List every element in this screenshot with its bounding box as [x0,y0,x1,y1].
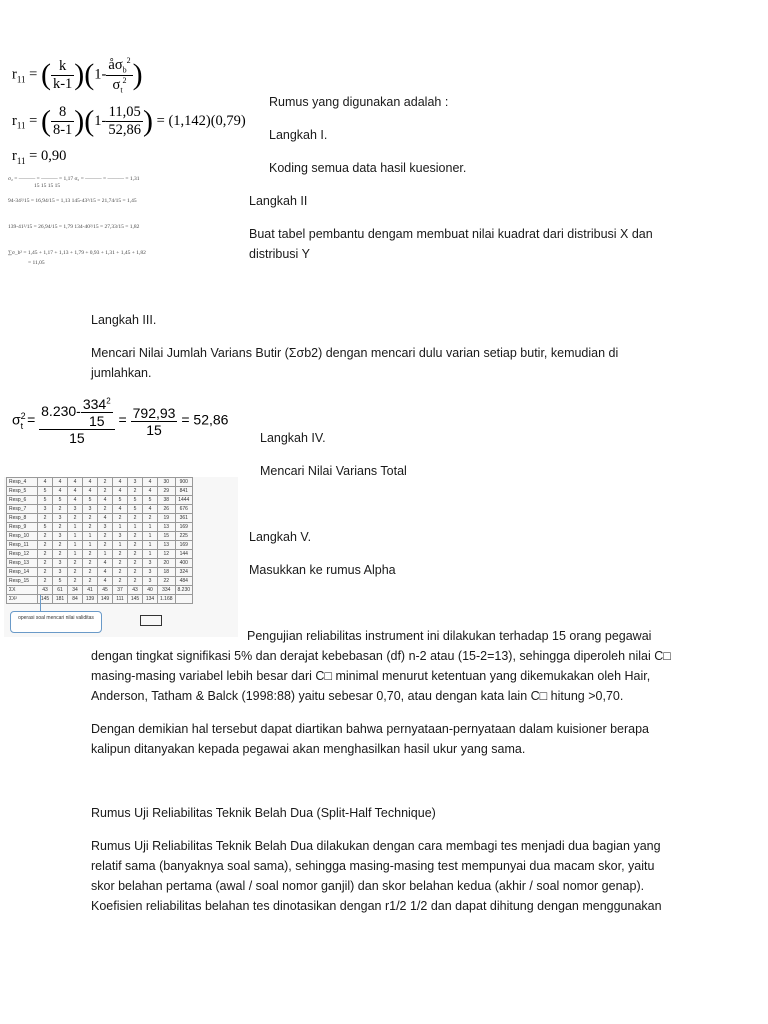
table-cell: 34 [68,586,83,595]
table-cell: 19 [158,514,176,523]
callout-note: operasi soal mencari nilai validitas [10,611,102,633]
pengujian-line-3: masing-masing variabel lebih besar dari C□ minimal menurut ketentuan yang dikemukakan oleh Hair, [91,669,651,683]
row-label-cell: Resp_11 [7,541,38,550]
formula-small-line: 94-34²/15 = 16,94/15 = 1,13 145-43²/15 = 21,74/15 = 1,45 [8,198,137,204]
table-cell: 4 [113,505,128,514]
buat-tabel-line-1: Buat tabel pembantu dengam membuat nilai kuadrat dari distribusi X dan [249,227,653,241]
alpha-substituted: $r_{11}$ = ( $\frac{8}{8-1}$ )(1- $\frac{11,05}{52,86}$ ) = (1,142)(0,79) [12,104,246,138]
belah-line-1: Rumus Uji Reliabilitas Teknik Belah Dua dilakukan dengan cara membagi tes menjadi dua bagian yang [91,839,661,853]
table-cell: 2 [113,514,128,523]
table-cell: 2 [38,514,53,523]
table-cell: 1 [83,541,98,550]
table-cell: 3 [53,559,68,568]
table-cell: 2 [128,559,143,568]
table-cell: 2 [83,514,98,523]
table-cell: 169 [175,541,193,550]
table-cell: 5 [38,496,53,505]
table-cell: 2 [83,577,98,586]
table-cell: 2 [113,568,128,577]
table-cell: 1 [143,532,158,541]
empty-box [140,615,162,626]
pengujian-line-4: Anderson, Tatham & Balck (1998:88) yaitu sebesar 0,70, atau dengan kata lain C□ hitung >0,70. [91,689,624,703]
row-label-cell: Resp_4 [7,478,38,487]
table-cell: 111 [113,595,128,604]
table-cell: 15 [158,532,176,541]
table-cell: 61 [53,586,68,595]
table-cell: 4 [143,487,158,496]
table-cell: 41 [83,586,98,595]
table-cell: 12 [158,550,176,559]
table-row [7,595,193,604]
row-label-cell: Resp_7 [7,505,38,514]
table-cell: 2 [53,505,68,514]
table-cell: 3 [143,577,158,586]
table-cell: 3 [53,514,68,523]
table-cell: 2 [143,514,158,523]
table-cell: 139 [83,595,98,604]
table-cell: 841 [175,487,193,496]
table-cell: 2 [113,550,128,559]
table-cell: 1 [83,532,98,541]
belah-line-4: Koefisien reliabilitas belahan tes dinotasikan dengan r1/2 1/2 dan dapat dihitung dengan menggunakan [91,899,662,913]
formula-small-line: ∑σ_b² = 1,45 + 1,17 + 1,13 + 1,79 + 0,93 + 1,31 + 1,45 + 1,82 [8,250,146,256]
table-cell: 1 [143,523,158,532]
table-cell: 2 [128,514,143,523]
table-cell: 45 [98,586,113,595]
table-cell: 3 [38,505,53,514]
table-cell: 4 [98,568,113,577]
table-cell: 2 [53,550,68,559]
table-row [7,532,193,541]
table-cell: 2 [38,532,53,541]
table-cell: 4 [53,487,68,496]
pengujian-line-1: Pengujian reliabilitas instrument ini dilakukan terhadap 15 orang pegawai [247,629,652,643]
row-label-cell: ΣX [7,586,38,595]
row-label-cell: Resp_14 [7,568,38,577]
table-cell: 2 [113,559,128,568]
table-cell: 13 [158,541,176,550]
mencari-varians-line-2: jumlahkan. [91,366,152,380]
table-cell: 2 [53,523,68,532]
callout-connector [40,595,41,611]
formula-small-line: 139-41²/15 = 26,94/15 = 1,79 134-40²/15 = 27,33/15 = 1,82 [8,224,140,230]
demikian-line-1: Dengan demikian hal tersebut dapat diartikan bahwa pernyataan-pernyataan dalam kuisioner berapa [91,722,650,736]
table-row [7,505,193,514]
table-row [7,559,193,568]
formula-image [6,48,246,278]
table-cell: 2 [98,505,113,514]
table-row [7,487,193,496]
table-cell: 5 [128,496,143,505]
table-cell: 3 [143,568,158,577]
table-cell: 2 [68,559,83,568]
table-cell: 4 [68,478,83,487]
table-cell: 5 [128,505,143,514]
table-cell: 676 [175,505,193,514]
table-cell: 324 [175,568,193,577]
table-row [7,541,193,550]
table-row [7,550,193,559]
table-cell: 2 [53,541,68,550]
table-cell: 1 [143,541,158,550]
rumus-text: Rumus yang digunakan adalah : [269,95,449,109]
table-row [7,577,193,586]
table-cell: 2 [83,523,98,532]
table-cell: 5 [113,496,128,505]
table-cell: 3 [53,532,68,541]
table-cell: 400 [175,559,193,568]
table-cell: 334 [158,586,176,595]
table-cell: 2 [83,559,98,568]
table-row [7,514,193,523]
table-row [7,586,193,595]
table-cell: 1444 [175,496,193,505]
table-cell: 1.168 [158,595,176,604]
table-cell: 2 [128,487,143,496]
table-cell: 4 [68,496,83,505]
table-cell: 5 [53,577,68,586]
row-label-cell: Resp_9 [7,523,38,532]
table-cell: 26 [158,505,176,514]
table-cell: 5 [143,496,158,505]
formula-small-line: σ₂ = ——— = ——— = 1,17 σ₅ = ——— = ——— = 1,31 [8,176,140,182]
table-cell: 1 [128,523,143,532]
table-cell: 1 [113,541,128,550]
table-cell: 2 [128,541,143,550]
rumus-belah-heading: Rumus Uji Reliabilitas Teknik Belah Dua (Split-Half Technique) [91,806,436,820]
table-cell: 361 [175,514,193,523]
table-cell: 4 [83,478,98,487]
table-cell: 484 [175,577,193,586]
table-cell: 37 [113,586,128,595]
table-cell: 3 [53,568,68,577]
table-cell: 2 [128,550,143,559]
table-cell: 3 [143,559,158,568]
table-cell: 5 [38,523,53,532]
table-cell: 145 [128,595,143,604]
table-cell: 4 [113,487,128,496]
table-row [7,568,193,577]
row-label-cell: Resp_6 [7,496,38,505]
langkah-2: Langkah II [249,194,308,208]
demikian-line-2: kalipun ditanyakan kepada pegawai akan menghasilkan hasil ukur yang sama. [91,742,526,756]
table-cell: 3 [98,523,113,532]
table-cell: 2 [38,550,53,559]
table-cell: 2 [38,559,53,568]
table-cell: 2 [68,568,83,577]
row-label-cell: Resp_8 [7,514,38,523]
table-cell: 4 [98,514,113,523]
table-cell: 225 [175,532,193,541]
table-cell: 2 [113,577,128,586]
formula-small-line: = 11,05 [28,260,45,266]
table-cell: 5 [83,496,98,505]
table-cell: 38 [158,496,176,505]
table-cell: 4 [143,505,158,514]
table-cell: 4 [98,496,113,505]
table-cell: 2 [38,568,53,577]
table-cell: 22 [158,577,176,586]
koding-text: Koding semua data hasil kuesioner. [269,161,467,175]
table-cell: 5 [38,487,53,496]
table-cell: 181 [53,595,68,604]
table-cell: 1 [68,532,83,541]
table-cell: 8.230 [175,586,193,595]
table-cell: 144 [175,550,193,559]
row-label-cell: Resp_10 [7,532,38,541]
variance-formula: $\sigma^2_t$ = 8.230- $\frac{334^2}{15}$ 15 = $\frac{792,93}{15}$ = 52,86 [12,396,229,446]
table-cell: 4 [143,478,158,487]
langkah-5: Langkah V. [249,530,312,544]
table-cell: 2 [98,541,113,550]
table-cell: 30 [158,478,176,487]
langkah-1: Langkah I. [269,128,328,142]
row-label-cell: Resp_5 [7,487,38,496]
table-cell: 1 [113,523,128,532]
table-cell: 4 [68,487,83,496]
table-cell: 4 [98,559,113,568]
table-cell: 134 [143,595,158,604]
table-cell: 1 [68,523,83,532]
langkah-3: Langkah III. [91,313,157,327]
row-label-cell: Resp_15 [7,577,38,586]
table-cell: 2 [38,577,53,586]
table-cell: 2 [128,568,143,577]
table-cell: 149 [98,595,113,604]
row-label-cell: Resp_13 [7,559,38,568]
formula-small-line: 15 15 15 15 [34,183,61,189]
table-cell: 3 [113,532,128,541]
table-cell: 2 [38,541,53,550]
alpha-result: $r_{11} = 0,90$ [12,148,67,166]
table-cell: 2 [128,577,143,586]
table-row [7,478,193,487]
pengujian-line-2: dengan tingkat signifikasi 5% dan derajat kebebasan (df) n-2 atau (15-2=13), sehingga diperoleh nilai C□ [91,649,671,663]
score-table [6,477,193,604]
table-cell: 18 [158,568,176,577]
variance-formula-image [6,396,246,458]
table-cell: 4 [83,487,98,496]
table-cell: 43 [38,586,53,595]
table-cell: 4 [38,478,53,487]
table-cell: 2 [83,568,98,577]
table-cell: 2 [83,550,98,559]
table-cell: 5 [53,496,68,505]
table-cell: 20 [158,559,176,568]
table-cell: 1 [68,550,83,559]
table-cell: 2 [68,577,83,586]
table-cell: 84 [68,595,83,604]
table-cell: 2 [98,532,113,541]
table-cell: 1 [143,550,158,559]
alpha-formula: $r_{11}$ = ( $\frac{k}{k-1}$ )(1- $\frac{å\sigma_b^2}{\sigma_t^2}$ ) [12,56,143,95]
table-cell: 4 [113,478,128,487]
table-row [7,523,193,532]
table-cell: 4 [53,478,68,487]
alpha-text: Masukkan ke rumus Alpha [249,563,396,577]
table-cell: 29 [158,487,176,496]
table-cell: 169 [175,523,193,532]
table-cell: 3 [128,478,143,487]
belah-line-2: relatif sama (banyaknya soal sama), sehingga masing-masing test mempunyai dua macam skor, yaitu [91,859,655,873]
table-cell: 40 [143,586,158,595]
table-row [7,496,193,505]
mencari-varians-line-1: Mencari Nilai Jumlah Varians Butir (Σσb2) dengan mencari dulu varian setiap butir, kemudian di [91,346,619,360]
table-cell: 3 [83,505,98,514]
table-cell: 4 [98,577,113,586]
table-cell: 145 [38,595,53,604]
spreadsheet-image [4,477,238,637]
table-cell: 2 [68,514,83,523]
table-cell [175,595,193,604]
table-cell: 13 [158,523,176,532]
row-label-cell: ΣX² [7,595,38,604]
table-cell: 900 [175,478,193,487]
table-cell: 1 [98,550,113,559]
row-label-cell: Resp_12 [7,550,38,559]
table-cell: 2 [98,478,113,487]
table-cell: 43 [128,586,143,595]
varians-total-text: Mencari Nilai Varians Total [260,464,407,478]
belah-line-3: skor belahan pertama (awal / soal nomor ganjil) dan skor belahan kedua (akhir / soal nomor genap). [91,879,645,893]
table-cell: 2 [128,532,143,541]
buat-tabel-line-2: distribusi Y [249,247,310,261]
table-cell: 2 [98,487,113,496]
table-cell: 1 [68,541,83,550]
langkah-4: Langkah IV. [260,431,326,445]
table-cell: 3 [68,505,83,514]
